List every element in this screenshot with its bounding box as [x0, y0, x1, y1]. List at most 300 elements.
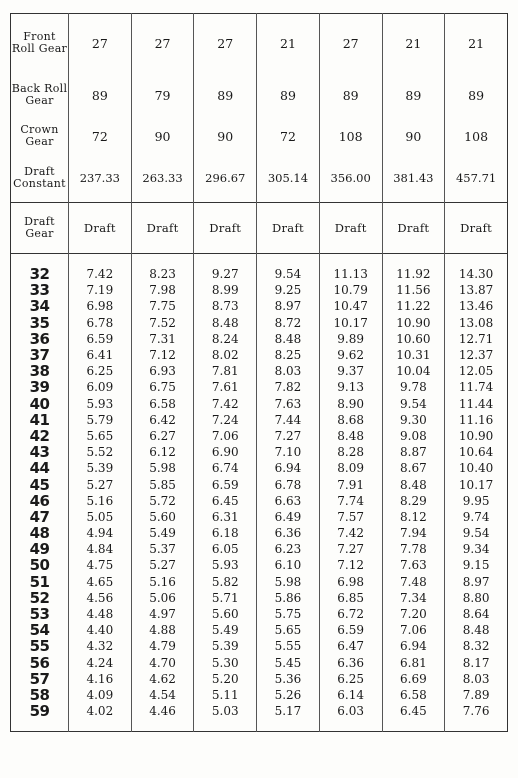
table-row [11, 315, 508, 331]
draft-value-cell: 11.44 [445, 396, 508, 412]
draft-gear-label: Draft Gear [24, 215, 55, 240]
table-row [11, 363, 508, 379]
draft-value-cell: 9.15 [445, 557, 508, 573]
draft-value-cell: 8.48 [382, 476, 445, 492]
draft-value-cell: 11.56 [382, 282, 445, 298]
draft-value-cell: 6.36 [319, 655, 382, 671]
draft-value-cell: 10.04 [382, 363, 445, 379]
draft-value-cell: 6.90 [194, 444, 257, 460]
back-roll-gear-value: 89 [319, 72, 382, 118]
draft-value-cell: 5.65 [69, 428, 132, 444]
draft-gear-cell: 58 [29, 685, 50, 704]
draft-value-cell: 5.05 [69, 509, 132, 525]
table-row [11, 525, 508, 541]
draft-value-cell: 9.34 [445, 541, 508, 557]
draft-value-cell: 6.93 [131, 363, 194, 379]
front-roll-gear-value: 27 [194, 14, 257, 73]
draft-value-cell: 8.90 [319, 396, 382, 412]
draft-value-cell: 9.74 [445, 509, 508, 525]
draft-value-cell: 5.17 [257, 703, 320, 719]
draft-gear-cell: 32 [29, 265, 50, 284]
front-roll-gear-value: 27 [69, 14, 132, 73]
draft-value-cell: 4.46 [131, 703, 194, 719]
draft-value-cell: 6.72 [319, 606, 382, 622]
draft-value-cell: 5.60 [131, 509, 194, 525]
draft-value-cell: 8.32 [445, 638, 508, 654]
draft-gear-cell: 53 [29, 605, 50, 624]
draft-gear-cell: 48 [29, 524, 50, 543]
draft-gear-cell: 35 [29, 313, 50, 332]
draft-value-cell: 8.03 [445, 671, 508, 687]
back-roll-gear-value: 89 [445, 72, 508, 118]
table-row [11, 460, 508, 476]
table-row [11, 687, 508, 703]
draft-constant-value: 305.14 [257, 154, 320, 203]
table-row [11, 557, 508, 573]
draft-gear-cell: 46 [29, 491, 50, 510]
draft-value-cell: 12.71 [445, 331, 508, 347]
draft-value-cell: 4.75 [69, 557, 132, 573]
crown-gear-value: 90 [194, 118, 257, 154]
draft-value-cell: 6.59 [69, 331, 132, 347]
draft-gear-cell: 49 [29, 540, 50, 559]
front-roll-gear-value: 21 [257, 14, 320, 73]
draft-value-cell: 14.30 [445, 266, 508, 282]
draft-value-cell: 7.82 [257, 379, 320, 395]
draft-value-cell: 5.45 [257, 655, 320, 671]
draft-value-cell: 9.25 [257, 282, 320, 298]
table-row [11, 282, 508, 298]
draft-value-cell: 6.98 [319, 574, 382, 590]
table-row [11, 476, 508, 492]
table-row [11, 428, 508, 444]
draft-value-cell: 12.37 [445, 347, 508, 363]
draft-column-header: Draft [131, 203, 194, 254]
draft-value-cell: 10.60 [382, 331, 445, 347]
draft-value-cell: 7.44 [257, 412, 320, 428]
back-roll-gear-label: Back Roll Gear [11, 82, 68, 107]
draft-value-cell: 8.97 [445, 574, 508, 590]
draft-gear-cell: 56 [29, 653, 50, 672]
table-row [11, 379, 508, 395]
draft-constant-value: 457.71 [445, 154, 508, 203]
draft-gear-cell: 43 [29, 443, 50, 462]
draft-gear-cell: 45 [29, 475, 50, 494]
draft-value-cell: 8.23 [131, 266, 194, 282]
draft-value-cell: 4.32 [69, 638, 132, 654]
draft-value-cell: 10.17 [319, 315, 382, 331]
draft-value-cell: 8.67 [382, 460, 445, 476]
draft-gear-cell: 50 [29, 556, 50, 575]
draft-value-cell: 5.49 [131, 525, 194, 541]
draft-constant-value: 296.67 [194, 154, 257, 203]
draft-column-header: Draft [69, 203, 132, 254]
draft-gear-cell: 34 [29, 297, 50, 316]
draft-value-cell: 4.09 [69, 687, 132, 703]
draft-value-cell: 11.16 [445, 412, 508, 428]
draft-constant-value: 381.43 [382, 154, 445, 203]
draft-value-cell: 6.10 [257, 557, 320, 573]
table-row [11, 574, 508, 590]
draft-value-cell: 10.90 [445, 428, 508, 444]
draft-gear-cell: 44 [29, 459, 50, 478]
draft-gear-cell: 42 [29, 426, 50, 445]
draft-value-cell: 5.20 [194, 671, 257, 687]
draft-value-cell: 7.42 [194, 396, 257, 412]
draft-value-cell: 7.34 [382, 590, 445, 606]
draft-value-cell: 5.93 [69, 396, 132, 412]
table-row [11, 671, 508, 687]
table-row [11, 638, 508, 654]
draft-value-cell: 7.27 [257, 428, 320, 444]
crown-gear-value: 72 [69, 118, 132, 154]
draft-value-cell: 4.88 [131, 622, 194, 638]
draft-value-cell: 11.92 [382, 266, 445, 282]
front-roll-gear-label: Front Roll Gear [11, 30, 68, 55]
draft-value-cell: 9.54 [382, 396, 445, 412]
draft-value-cell: 9.62 [319, 347, 382, 363]
draft-value-cell: 6.31 [194, 509, 257, 525]
draft-value-cell: 7.61 [194, 379, 257, 395]
table-row [11, 606, 508, 622]
draft-value-cell: 7.31 [131, 331, 194, 347]
draft-value-cell: 9.08 [382, 428, 445, 444]
draft-gear-cell: 33 [29, 281, 50, 300]
draft-constant-value: 237.33 [69, 154, 132, 203]
back-roll-gear-value: 89 [69, 72, 132, 118]
front-roll-gear-value: 21 [445, 14, 508, 73]
draft-value-cell: 6.78 [257, 476, 320, 492]
table-row [11, 298, 508, 314]
table-row [11, 396, 508, 412]
draft-value-cell: 6.78 [69, 315, 132, 331]
draft-value-cell: 13.87 [445, 282, 508, 298]
table-row [11, 703, 508, 719]
table-row [11, 655, 508, 671]
draft-value-cell: 6.03 [319, 703, 382, 719]
draft-value-cell: 8.09 [319, 460, 382, 476]
draft-value-cell: 7.94 [382, 525, 445, 541]
draft-value-cell: 7.98 [131, 282, 194, 298]
draft-value-cell: 11.22 [382, 298, 445, 314]
draft-value-cell: 5.75 [257, 606, 320, 622]
draft-value-cell: 6.49 [257, 509, 320, 525]
front-roll-gear-value: 27 [319, 14, 382, 73]
draft-value-cell: 6.69 [382, 671, 445, 687]
crown-gear-label: Crown Gear [20, 123, 59, 148]
draft-value-cell: 4.97 [131, 606, 194, 622]
draft-constant-value: 356.00 [319, 154, 382, 203]
draft-value-cell: 6.09 [69, 379, 132, 395]
draft-value-cell: 11.13 [319, 266, 382, 282]
draft-value-cell: 5.72 [131, 493, 194, 509]
draft-gear-cell: 36 [29, 329, 50, 348]
draft-value-cell: 6.14 [319, 687, 382, 703]
draft-gear-cell: 59 [29, 702, 50, 721]
draft-value-cell: 5.39 [69, 460, 132, 476]
draft-value-cell: 4.79 [131, 638, 194, 654]
draft-value-cell: 8.48 [445, 622, 508, 638]
draft-value-cell: 6.98 [69, 298, 132, 314]
draft-value-cell: 5.71 [194, 590, 257, 606]
spacer-row [11, 254, 508, 266]
draft-value-cell: 4.24 [69, 655, 132, 671]
draft-value-cell: 6.36 [257, 525, 320, 541]
back-roll-gear-row [11, 72, 508, 118]
draft-value-cell: 13.46 [445, 298, 508, 314]
draft-value-cell: 6.18 [194, 525, 257, 541]
crown-gear-value: 108 [445, 118, 508, 154]
draft-column-header: Draft [382, 203, 445, 254]
draft-value-cell: 8.12 [382, 509, 445, 525]
draft-gear-cell: 39 [29, 378, 50, 397]
draft-gear-cell: 47 [29, 507, 50, 526]
table-row [11, 412, 508, 428]
draft-value-cell: 6.42 [131, 412, 194, 428]
draft-value-cell: 5.49 [194, 622, 257, 638]
draft-value-cell: 5.55 [257, 638, 320, 654]
draft-value-cell: 6.58 [382, 687, 445, 703]
draft-gear-cell: 40 [29, 394, 50, 413]
draft-table [10, 13, 508, 732]
draft-value-cell: 6.94 [382, 638, 445, 654]
draft-gear-cell: 55 [29, 637, 50, 656]
draft-value-cell: 5.85 [131, 476, 194, 492]
draft-value-cell: 5.52 [69, 444, 132, 460]
draft-value-cell: 8.29 [382, 493, 445, 509]
draft-column-header: Draft [194, 203, 257, 254]
draft-value-cell: 6.63 [257, 493, 320, 509]
draft-value-cell: 8.80 [445, 590, 508, 606]
draft-value-cell: 8.87 [382, 444, 445, 460]
front-roll-gear-value: 27 [131, 14, 194, 73]
draft-value-cell: 4.94 [69, 525, 132, 541]
draft-value-cell: 7.63 [382, 557, 445, 573]
table-row [11, 541, 508, 557]
crown-gear-value: 108 [319, 118, 382, 154]
draft-value-cell: 13.08 [445, 315, 508, 331]
draft-table-body [11, 14, 508, 732]
draft-value-cell: 6.23 [257, 541, 320, 557]
draft-value-cell: 6.12 [131, 444, 194, 460]
draft-value-cell: 7.10 [257, 444, 320, 460]
draft-value-cell: 5.98 [131, 460, 194, 476]
draft-gear-cell: 54 [29, 621, 50, 640]
draft-value-cell: 6.85 [319, 590, 382, 606]
draft-value-cell: 8.48 [194, 315, 257, 331]
draft-value-cell: 7.27 [319, 541, 382, 557]
draft-value-cell: 8.72 [257, 315, 320, 331]
draft-value-cell: 5.98 [257, 574, 320, 590]
draft-value-cell: 9.54 [257, 266, 320, 282]
draft-value-cell: 10.17 [445, 476, 508, 492]
draft-value-cell: 6.58 [131, 396, 194, 412]
draft-value-cell: 7.24 [194, 412, 257, 428]
table-row [11, 347, 508, 363]
draft-value-cell: 9.37 [319, 363, 382, 379]
draft-value-cell: 4.70 [131, 655, 194, 671]
draft-value-cell: 9.54 [445, 525, 508, 541]
table-row [11, 444, 508, 460]
draft-value-cell: 12.05 [445, 363, 508, 379]
draft-value-cell: 4.16 [69, 671, 132, 687]
draft-value-cell: 6.45 [194, 493, 257, 509]
table-row [11, 622, 508, 638]
draft-value-cell: 5.27 [69, 476, 132, 492]
back-roll-gear-value: 89 [382, 72, 445, 118]
draft-value-cell: 5.27 [131, 557, 194, 573]
draft-value-cell: 8.73 [194, 298, 257, 314]
draft-value-cell: 9.27 [194, 266, 257, 282]
draft-value-cell: 8.48 [257, 331, 320, 347]
draft-value-cell: 10.47 [319, 298, 382, 314]
draft-value-cell: 8.17 [445, 655, 508, 671]
draft-value-cell: 4.02 [69, 703, 132, 719]
draft-value-cell: 11.74 [445, 379, 508, 395]
draft-value-cell: 10.90 [382, 315, 445, 331]
draft-value-cell: 6.74 [194, 460, 257, 476]
front-roll-gear-row [11, 14, 508, 73]
draft-value-cell: 7.89 [445, 687, 508, 703]
draft-value-cell: 7.74 [319, 493, 382, 509]
draft-column-header: Draft [257, 203, 320, 254]
draft-value-cell: 7.12 [319, 557, 382, 573]
draft-value-cell: 7.78 [382, 541, 445, 557]
draft-value-cell: 5.03 [194, 703, 257, 719]
draft-value-cell: 5.16 [69, 493, 132, 509]
draft-value-cell: 9.30 [382, 412, 445, 428]
draft-value-cell: 8.02 [194, 347, 257, 363]
draft-value-cell: 8.48 [319, 428, 382, 444]
draft-value-cell: 4.62 [131, 671, 194, 687]
back-roll-gear-value: 89 [257, 72, 320, 118]
draft-value-cell: 7.12 [131, 347, 194, 363]
draft-gear-cell: 51 [29, 572, 50, 591]
draft-value-cell: 5.30 [194, 655, 257, 671]
draft-value-cell: 6.25 [319, 671, 382, 687]
draft-value-cell: 7.75 [131, 298, 194, 314]
draft-value-cell: 5.06 [131, 590, 194, 606]
end-spacer-row [11, 719, 508, 732]
draft-value-cell: 8.64 [445, 606, 508, 622]
draft-gear-cell: 57 [29, 669, 50, 688]
draft-value-cell: 10.31 [382, 347, 445, 363]
draft-value-cell: 7.48 [382, 574, 445, 590]
draft-value-cell: 6.59 [319, 622, 382, 638]
draft-gear-header-row [11, 203, 508, 254]
draft-constant-row [11, 154, 508, 203]
draft-value-cell: 4.48 [69, 606, 132, 622]
draft-value-cell: 9.89 [319, 331, 382, 347]
draft-value-cell: 4.84 [69, 541, 132, 557]
draft-value-cell: 7.20 [382, 606, 445, 622]
draft-value-cell: 9.13 [319, 379, 382, 395]
draft-value-cell: 7.57 [319, 509, 382, 525]
draft-value-cell: 8.99 [194, 282, 257, 298]
draft-value-cell: 8.24 [194, 331, 257, 347]
draft-value-cell: 6.81 [382, 655, 445, 671]
draft-constant-label: Draft Constant [13, 165, 66, 190]
draft-column-header: Draft [445, 203, 508, 254]
back-roll-gear-value: 79 [131, 72, 194, 118]
back-roll-gear-value: 89 [194, 72, 257, 118]
draft-value-cell: 7.42 [319, 525, 382, 541]
draft-value-cell: 7.76 [445, 703, 508, 719]
draft-value-cell: 9.78 [382, 379, 445, 395]
draft-value-cell: 5.36 [257, 671, 320, 687]
draft-value-cell: 5.26 [257, 687, 320, 703]
draft-value-cell: 6.41 [69, 347, 132, 363]
draft-value-cell: 10.79 [319, 282, 382, 298]
front-roll-gear-value: 21 [382, 14, 445, 73]
draft-value-cell: 8.03 [257, 363, 320, 379]
crown-gear-value: 90 [382, 118, 445, 154]
crown-gear-value: 72 [257, 118, 320, 154]
draft-value-cell: 7.52 [131, 315, 194, 331]
draft-value-cell: 7.63 [257, 396, 320, 412]
draft-value-cell: 7.42 [69, 266, 132, 282]
draft-value-cell: 6.75 [131, 379, 194, 395]
draft-value-cell: 4.40 [69, 622, 132, 638]
draft-value-cell: 5.82 [194, 574, 257, 590]
draft-value-cell: 6.94 [257, 460, 320, 476]
draft-column-header: Draft [319, 203, 382, 254]
draft-value-cell: 9.95 [445, 493, 508, 509]
draft-value-cell: 8.97 [257, 298, 320, 314]
draft-value-cell: 5.37 [131, 541, 194, 557]
draft-value-cell: 7.06 [194, 428, 257, 444]
draft-value-cell: 6.05 [194, 541, 257, 557]
draft-gear-cell: 52 [29, 588, 50, 607]
draft-value-cell: 6.27 [131, 428, 194, 444]
draft-value-cell: 7.91 [319, 476, 382, 492]
draft-gear-cell: 37 [29, 346, 50, 365]
draft-gear-cell: 38 [29, 362, 50, 381]
table-row [11, 266, 508, 282]
table-row [11, 509, 508, 525]
draft-constant-value: 263.33 [131, 154, 194, 203]
draft-value-cell: 6.59 [194, 476, 257, 492]
crown-gear-value: 90 [131, 118, 194, 154]
draft-value-cell: 5.79 [69, 412, 132, 428]
draft-value-cell: 5.65 [257, 622, 320, 638]
draft-value-cell: 5.93 [194, 557, 257, 573]
draft-value-cell: 4.56 [69, 590, 132, 606]
crown-gear-row [11, 118, 508, 154]
draft-value-cell: 5.11 [194, 687, 257, 703]
draft-value-cell: 6.47 [319, 638, 382, 654]
draft-value-cell: 10.64 [445, 444, 508, 460]
draft-value-cell: 7.81 [194, 363, 257, 379]
draft-value-cell: 5.39 [194, 638, 257, 654]
draft-value-cell: 10.40 [445, 460, 508, 476]
draft-value-cell: 4.54 [131, 687, 194, 703]
draft-value-cell: 5.16 [131, 574, 194, 590]
draft-value-cell: 7.19 [69, 282, 132, 298]
draft-value-cell: 7.06 [382, 622, 445, 638]
draft-value-cell: 6.25 [69, 363, 132, 379]
draft-value-cell: 8.68 [319, 412, 382, 428]
draft-value-cell: 4.65 [69, 574, 132, 590]
draft-value-cell: 6.45 [382, 703, 445, 719]
draft-value-cell: 5.60 [194, 606, 257, 622]
table-row [11, 331, 508, 347]
draft-value-cell: 8.28 [319, 444, 382, 460]
draft-gear-cell: 41 [29, 410, 50, 429]
table-row [11, 590, 508, 606]
table-row [11, 493, 508, 509]
draft-value-cell: 8.25 [257, 347, 320, 363]
